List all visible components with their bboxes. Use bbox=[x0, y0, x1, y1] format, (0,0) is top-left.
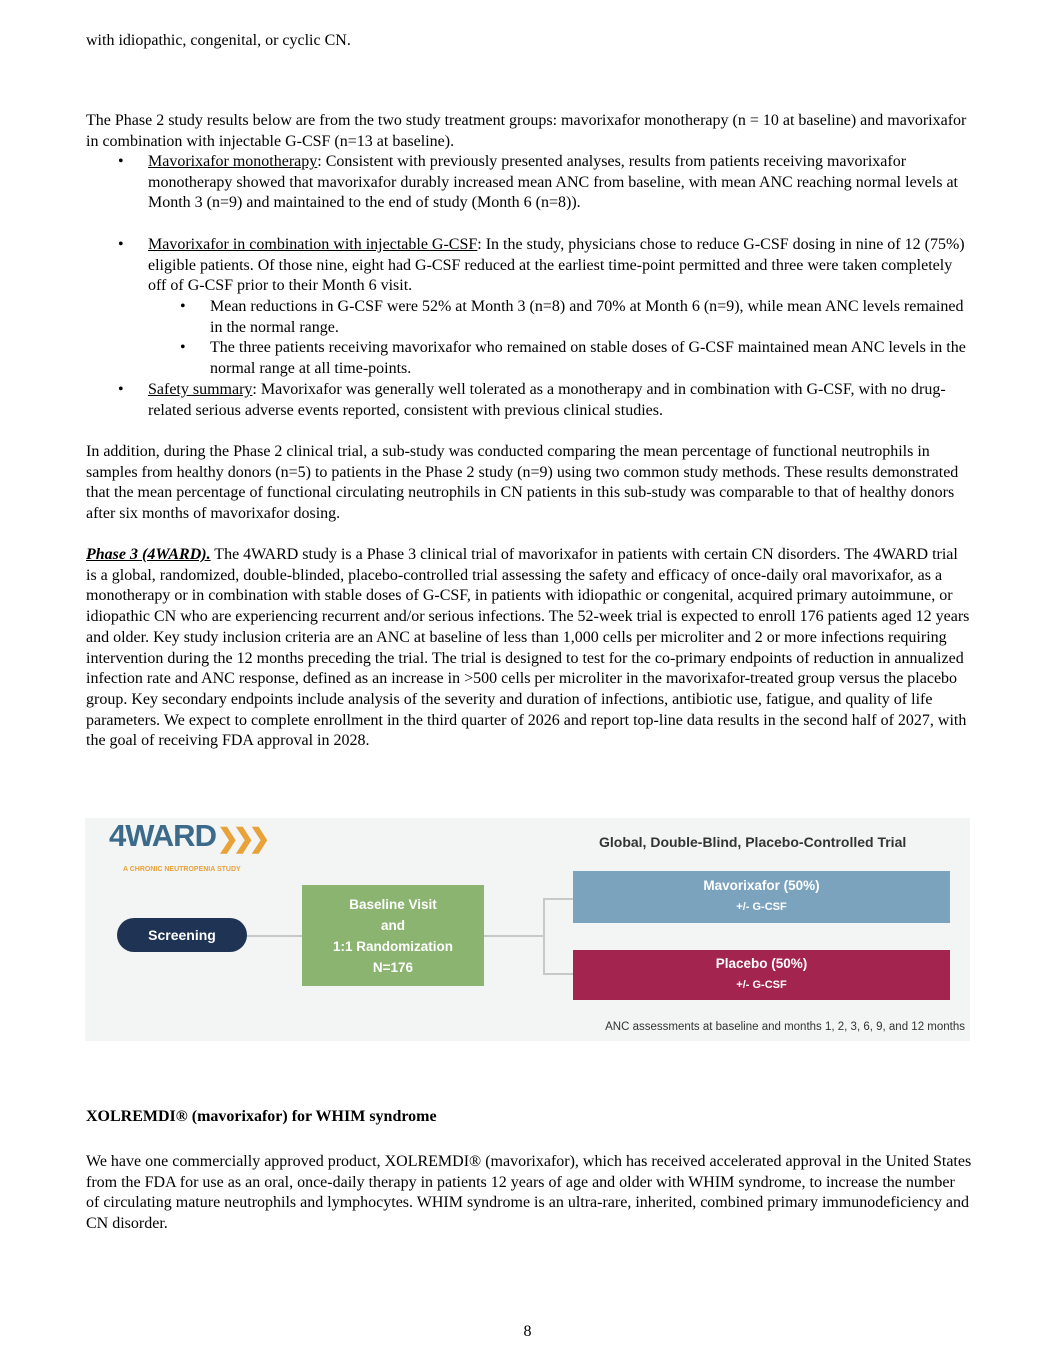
4ward-trial-diagram bbox=[85, 818, 970, 1041]
bullet-title: Safety summary bbox=[148, 381, 253, 398]
logo-subtitle: A CHRONIC NEUTROPENIA STUDY bbox=[123, 866, 241, 873]
screening-node: Screening bbox=[117, 918, 247, 952]
bullet-title: Mavorixafor in combination with injectable G-CSF bbox=[148, 236, 478, 253]
logo-chevrons-icon: ❯❯❯ bbox=[217, 823, 265, 853]
substudy-paragraph: In addition, during the Phase 2 clinical trial, a sub-study was conducted comparing the mean percentage of functional neutrophils in samples from healthy donors (n=5) to patients in the Phase 2 study (n=9) using two common study methods. These results demonstrated that the mean percentage of functional circulating neutrophils in CN patients in this sub-study was comparable to that of healthy donors after six months of mavorixafor dosing. bbox=[86, 443, 959, 523]
baseline-line: 1:1 Randomization bbox=[332, 938, 453, 954]
xolremdi-paragraph: We have one commercially approved product, XOLREMDI® (mavorixafor), which has received accelerated approval in the United States from the FDA for use as an oral, once-daily therapy in patients 12 years of age and older with WHIM syndrome, to increase the number of circulating mature neutrophils and lymphocytes. WHIM syndrome is an ultra-rare, inherited, combined primary immunodeficiency and CN disorder. bbox=[86, 1153, 972, 1233]
intro-line: with idiopathic, congenital, or cyclic CN. bbox=[86, 32, 351, 49]
sub-bullet: The three patients receiving mavorixafor who remained on stable doses of G-CSF maintained mean ANC levels in the normal range at all time-points. bbox=[210, 339, 966, 377]
bullet-icon: • bbox=[118, 381, 124, 398]
bullet-icon: • bbox=[118, 153, 124, 170]
page-number: 8 bbox=[523, 1323, 532, 1340]
phase2-paragraph: The Phase 2 study results below are from the two study treatment groups: mavorixafor monotherapy (n = 10 at baseline) and mavorixafor in combination with injectable G-CSF (n=13 at baseline). bbox=[86, 112, 967, 150]
sub-bullet: Mean reductions in G-CSF were 52% at Month 3 (n=8) and 70% at Month 6 (n=9), while mean ANC levels remained in the normal range. bbox=[210, 298, 964, 336]
bullet-combination bbox=[148, 235, 968, 297]
baseline-line: N=176 bbox=[372, 959, 414, 975]
bullet-icon: • bbox=[180, 298, 186, 315]
bullet-text: : In the study, physicians chose to reduce G-CSF dosing in nine of 12 (75%) eligible patients. Of those nine, eight had G-CSF reduced at the earliest time-point permitted and three were taken completely off of G-CSF prior to their Month 6 visit. bbox=[148, 236, 965, 295]
arm-sub: +/- G-CSF bbox=[736, 901, 787, 913]
diagram-footer: ANC assessments at baseline and months 1, 2, 3, 6, 9, and 12 months bbox=[605, 1021, 965, 1033]
bullet-icon: • bbox=[180, 339, 186, 356]
connector bbox=[543, 898, 573, 900]
arm-placebo bbox=[573, 950, 950, 1000]
bullet-text: : Mavorixafor was generally well tolerated as a monotherapy and in combination with G-CSF, with no drug-related serious adverse events reported, consistent with previous clinical studies. bbox=[148, 381, 946, 419]
baseline-node bbox=[302, 885, 484, 986]
connector bbox=[484, 935, 544, 937]
arm-name: Placebo (50%) bbox=[715, 956, 808, 972]
logo-text: 4WARD bbox=[109, 818, 216, 853]
phase3-paragraph bbox=[86, 545, 972, 752]
connector bbox=[543, 898, 545, 974]
baseline-line: and bbox=[380, 917, 405, 933]
bullet-title: Mavorixafor monotherapy bbox=[148, 153, 318, 170]
bullet-safety bbox=[148, 380, 968, 421]
diagram-title: Global, Double-Blind, Placebo-Controlled Trial bbox=[599, 834, 907, 850]
section-heading: XOLREMDI® (mavorixafor) for WHIM syndrome bbox=[86, 1108, 437, 1125]
arm-name: Mavorixafor (50%) bbox=[703, 878, 820, 894]
connector bbox=[543, 973, 573, 975]
arm-sub: +/- G-CSF bbox=[736, 979, 787, 991]
bullet-icon: • bbox=[118, 236, 124, 253]
bullet-text: : Consistent with previously presented analyses, results from patients receiving mavorixafor monotherapy showed that mavorixafor durably increased mean ANC from baseline, with mean ANC reaching normal levels at Month 3 (n=9) and maintained to the end of study (Month 6 (n=8)). bbox=[148, 153, 958, 212]
connector bbox=[245, 935, 302, 937]
bullet-monotherapy bbox=[148, 152, 968, 214]
phase3-title: Phase 3 (4WARD). bbox=[86, 546, 211, 563]
arm-mavorixafor bbox=[573, 871, 950, 923]
baseline-line: Baseline Visit bbox=[349, 896, 437, 912]
phase3-text: The 4WARD study is a Phase 3 clinical trial of mavorixafor in patients with certain CN disorders. The 4WARD trial is a global, randomized, double-blinded, placebo-controlled trial assessing the safety and efficacy of once-daily oral mavorixafor, as a monotherapy or in combination with stable doses of G-CSF, in patients with idiopathic or congenital, acquired primary autoimmune, or idiopathic CN who are experiencing recurrent and/or serious infections. The 52-week trial is expected to enroll 176 patients aged 12 years and older. Key study inclusion criteria are an ANC at baseline of less than 1,000 cells per microliter and 2 or more infections requiring intervention during the 12 months preceding the trial. The trial is designed to test for the co-primary endpoints of reduction in annualized infection rate and ANC response, defined as an increase in >500 cells per microliter in the mavorixafor-treated group versus the placebo group. Key secondary endpoints include analysis of the severity and duration of infections, antibiotic use, fatigue, and quality of life parameters. We expect to complete enrollment in the third quarter of 2026 and report top-line data results in the second half of 2027, with the goal of receiving FDA approval in 2028. bbox=[86, 546, 970, 750]
